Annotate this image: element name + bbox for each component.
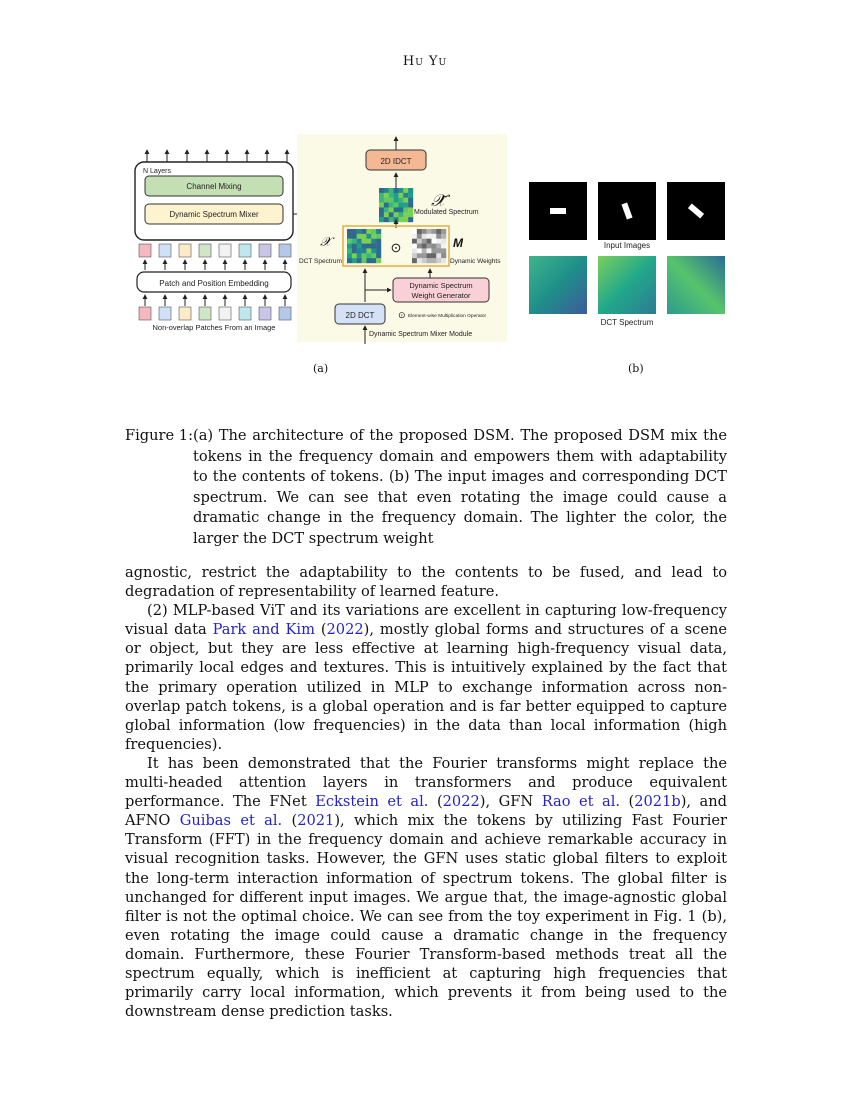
subfigure-b-label: (b) (628, 362, 644, 375)
paragraph-1: agnostic, restrict the adaptability to the contents to be fused, and lead to degradation of representability of learned feature. (125, 564, 727, 601)
dyn-weights-label: Dynamic Weights (450, 258, 501, 265)
caption-label: Figure 1: (125, 427, 193, 444)
citation-rao[interactable]: Rao et al. (541, 793, 621, 811)
citation-rao-year[interactable]: 2021b (634, 793, 681, 811)
citation-guibas-year[interactable]: 2021 (297, 812, 335, 830)
dct-spectrum-label: DCT Spectrum (299, 258, 342, 265)
citation-guibas[interactable]: Guibas et al. (179, 812, 283, 830)
x-symbol: 𝒳 (320, 234, 332, 249)
dynamic-weights-grid (412, 229, 446, 263)
paragraph-3: It has been demonstrated that the Fourier transforms might replace the multi-headed attention layers in transformers and produce equivalent performance. The FNet Eckstein et al. (2022), GFN Rao et al. (2021b), and AFNO Guibas et al. (2021), which mix the tokens by utilizing Fast Fourier Transform (FFT) in the frequency domain and achieve remarkable accuracy in visual recognition tasks. However, the GFN uses static global filters to exploit the long-term interaction information of spectrum tokens. The global filter is unchanged for different input images. We argue that, the image-agnostic global filter is not the optimal choice. We can see from the toy experiment in Fig. 1 (b), even rotating the image could cause a dramatic change in the frequency domain. Furthermore, these Fourier Transform-based methods treat all the spectrum equally, which is inefficient at capturing high frequencies that primarily carry local information, which prevents it from being used to the downstream dense prediction tasks. (125, 754, 728, 1021)
paragraph-2: (2) MLP-based ViT and its variations are excellent in capturing low-frequency visual data Park and Kim (2022), mostly global forms and structures of a scene or object, but they are less effective at learning high-frequency visual data, primarily local edges and textures. This is intuitively explained by the fact that the primary operation utilized in MLP to exchange information across non-overlap patch tokens, is a global operation and is far better equipped to capture global information (low frequencies) in the data than local information (high frequencies). (125, 602, 727, 753)
dsm-label: Dynamic Spectrum Mixer (169, 210, 259, 219)
generator-label-1: Dynamic Spectrum (409, 281, 473, 290)
running-head: Hu Yu (402, 54, 448, 69)
citation-eckstein-year[interactable]: 2022 (442, 793, 480, 811)
figure-1 (125, 130, 725, 345)
dct-spectrum-3 (667, 256, 725, 314)
dct-spectrum-1 (529, 256, 587, 314)
elementwise-label: Element-wise Multiplication Operator (408, 314, 487, 319)
dct-label: 2D DCT (345, 311, 375, 320)
dsm-module (297, 134, 507, 344)
body-text (125, 563, 727, 1021)
modulated-label: Modulated Spectrum (414, 209, 479, 216)
n-layers-label: N Layers (143, 168, 172, 175)
token-row-bottom (139, 307, 291, 320)
idct-label: 2D IDCT (380, 157, 412, 166)
token-row-top (139, 244, 291, 257)
figure-1-svg (125, 130, 725, 345)
odot-operator: ⊙ (390, 240, 402, 255)
input-images-label: Input Images (603, 241, 651, 250)
citation-eckstein[interactable]: Eckstein et al. (315, 793, 429, 811)
panel-b (529, 182, 725, 327)
caption-text: (a) The architecture of the proposed DSM. The proposed DSM mix the tokens in the frequency domain and empowers them with adaptability to the contents of tokens. (b) The input images and corresponding DCT spectrum. We can see that even rotating the image could cause a dramatic change in the frequency domain. The lighter the color, the larger the DCT spectrum weight (193, 427, 727, 547)
channel-mixing-label: Channel Mixing (186, 182, 242, 191)
dct-spectrum-2 (598, 256, 656, 314)
dct-spectrum-b-label: DCT Spectrum (600, 318, 654, 327)
architecture-left (135, 150, 305, 332)
x-tilde-symbol: 𝒳̃ (431, 191, 446, 210)
subfigure-a-label: (a) (313, 362, 329, 375)
generator-label-2: Weight Generator (411, 291, 471, 300)
citation-park-kim-year[interactable]: 2022 (326, 621, 364, 639)
module-label: Dynamic Spectrum Mixer Module (369, 331, 473, 338)
citation-park-kim[interactable]: Park and Kim (212, 621, 315, 639)
figure-caption (125, 426, 727, 549)
odot-legend-icon: ⊙ (398, 310, 406, 320)
m-symbol: M (453, 236, 463, 250)
modulated-spectrum-grid (379, 188, 413, 222)
dct-spectrum-grid (347, 229, 381, 263)
patches-label: Non-overlap Patches From an Image (152, 323, 276, 332)
embedding-label: Patch and Position Embedding (159, 279, 269, 288)
